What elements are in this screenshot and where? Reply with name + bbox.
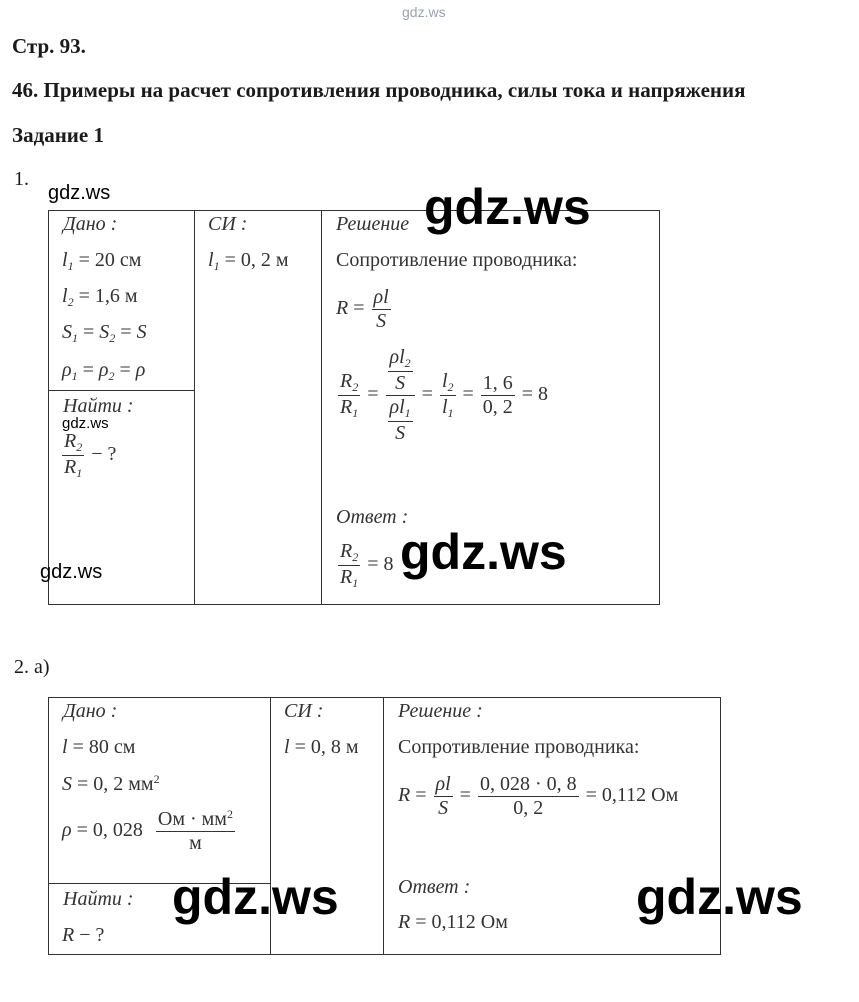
problem1-answer-label: Ответ : bbox=[336, 506, 409, 528]
problem1-find: $\frac{R_2}{R_1}$ − ? bbox=[64, 430, 117, 481]
problem2-solution-text: Сопротивление проводника: bbox=[398, 736, 640, 758]
problem2-number: 2. а) bbox=[14, 656, 50, 678]
problem1-given-rho: $\rho_1 = \rho_2 = \rho$ bbox=[62, 359, 146, 384]
problem2-given-label: Дано : bbox=[63, 700, 118, 722]
problem1-formula: R = $\frac{\rho l}{S}$ bbox=[336, 286, 389, 332]
problem2-calc: R = $\frac{\rho l}{S}$ = $\frac{0, 028 \cdot 0, 8}{0, 2}$ = 0,112 Ом bbox=[398, 773, 679, 819]
problem1-si-value: $l_1 = 0$, 2 м bbox=[208, 249, 289, 274]
problem2-given-s: S = 0, 2 $мм^2$ bbox=[62, 772, 160, 796]
problem1-given-label: Дано : bbox=[63, 213, 118, 235]
watermark: gdz.ws bbox=[62, 415, 109, 432]
problem2-answer-label: Ответ : bbox=[398, 876, 471, 898]
problem2-given-l: l = 80 см bbox=[62, 736, 136, 758]
problem2-given-rho: ρ = 0, 028 $\frac{Ом \cdot мм^2}{м}$ bbox=[62, 807, 233, 855]
problem2-si-value: l = 0, 8 м bbox=[284, 736, 359, 758]
problem2-find-label: Найти : bbox=[63, 888, 134, 910]
problem2-find: R − ? bbox=[62, 924, 105, 946]
watermark: gdz.ws bbox=[172, 869, 339, 925]
problem1-solution-text: Сопротивление проводника: bbox=[336, 249, 578, 271]
problem1-given-l1: $l_1 = 20$ см bbox=[62, 249, 142, 274]
problem1-given-l2: $l_2 = 1,6$ м bbox=[62, 285, 138, 310]
watermark-top: gdz.ws bbox=[402, 4, 446, 20]
problem1-number: 1. bbox=[14, 168, 29, 190]
section-title: 46. Примеры на расчет сопротивления проводника, силы тока и напряжения bbox=[12, 78, 746, 102]
problem1-solution-label: Решение bbox=[336, 213, 410, 235]
page-number: Стр. 93. bbox=[12, 34, 86, 58]
problem2-solution-label: Решение : bbox=[398, 700, 483, 722]
watermark: gdz.ws bbox=[424, 179, 591, 235]
problem2-answer: R = 0,112 Ом bbox=[398, 911, 508, 933]
problem1-find-label: Найти : bbox=[63, 395, 134, 417]
watermark: gdz.ws bbox=[48, 182, 111, 204]
problem1-si-label: СИ : bbox=[208, 213, 248, 235]
watermark: gdz.ws bbox=[400, 524, 567, 580]
problem1-given-s: $S_1 = S_2 = S$ bbox=[62, 321, 147, 346]
watermark: gdz.ws bbox=[636, 869, 803, 925]
problem2-si-label: СИ : bbox=[284, 700, 324, 722]
task-title: Задание 1 bbox=[12, 123, 104, 147]
problem1-answer: $\frac{R_2}{R_1}$ = 8 bbox=[340, 540, 394, 591]
problem1-ratio: $\frac{R_2}{R_1}$ = $\frac{\frac{\rho l_2}{S}}{\frac{\rho l_1}{S}}$ = $\frac{l_2}{l_1}$ = $\frac{1, 6}{0, 2}$ = 8 bbox=[340, 346, 549, 444]
watermark: gdz.ws bbox=[40, 561, 103, 583]
